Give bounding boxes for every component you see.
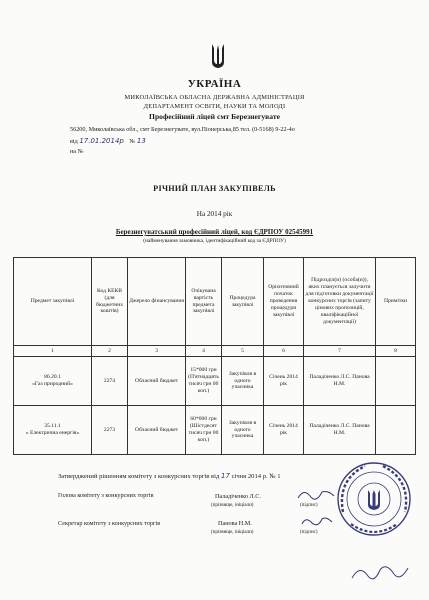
approval-date-rest: січня 2014 р. [231,473,268,480]
cell-persons: Паладіченко Л.С. Панова Н.М. [304,406,376,455]
org-line-3: Професійний ліцей смт Березнегувате [149,112,280,121]
table-row [14,357,416,406]
column-number: 7 [304,346,376,357]
cell-kekv: 2273 [92,406,128,455]
org-line-2: ДЕПАРТАМЕНТ ОСВІТИ, НАУКИ ТА МОЛОДІ [143,103,286,110]
column-number: 5 [222,346,264,357]
official-stamp-icon [335,460,413,538]
subject-name: «Газ природний» [32,381,73,387]
column-number: 8 [376,346,416,357]
procurement-table [13,257,416,455]
approval-number: № 1 [269,473,281,480]
cell-procedure: Закупівля в одного учасника [222,406,264,455]
subject-code: 86.20.1 [44,374,61,381]
header-value: Очікувана вартість предмета закупівлі [186,258,222,346]
address-line: 56200, Миколаївська обл., смт Березнегувате, вул.Піонерська,85 тел. (0-5168) 9-22-4о [70,126,295,133]
stamp-signature-icon [350,560,410,586]
trident-emblem-icon [210,42,226,70]
cell-source: Обласний бюджет [128,357,186,406]
date-value: 17.01.2014р [79,137,124,145]
cell-start: Січень 2014 рік [264,406,304,455]
cell-subject [14,406,92,455]
column-number-row [14,346,416,357]
cell-procedure: Закупівля в одного учасника [222,357,264,406]
to-number-label: на № [70,148,84,155]
subject-name: « Електрична енергія» [25,430,80,436]
org-line-1: МИКОЛАЇВСЬКА ОБЛАСНА ДЕРЖАВНА АДМІНІСТРАЦІЯ [124,94,305,101]
secretary-sign-hint: (підпис) [300,530,318,535]
header-notes: Примітки [376,258,416,346]
cell-kekv: 2274 [92,357,128,406]
number-value: 13 [136,137,146,145]
head-name: Паладіченко Л.С. [215,493,261,500]
column-number: 6 [264,346,304,357]
header-procedure: Процедура закупівлі [222,258,264,346]
year-line: На 2014 рік [196,210,233,218]
date-label: від [70,138,78,145]
entity-line: Березнегуватський професійний ліцей, код ЄДРПОУ 02545991 [115,228,314,236]
approval-day: 17 [221,472,230,480]
header-persons: Підрозділ(и) (особа(и)), яких планується залучити для підготовки документації конкурсних торгів (запиту цінових пропозицій, кваліфікаційної документації) [304,258,376,346]
cell-notes [376,406,416,455]
head-sign-hint: (підпис) [300,503,318,508]
secretary-name: Панова Н.М. [218,520,252,527]
column-number: 3 [128,346,186,357]
header-subject: Предмет закупівлі [14,258,92,346]
cell-value: 15*000 грн (П'ятнадцять тисяч грн 00 коп.) [186,357,222,406]
secretary-signature-icon [300,514,334,528]
approval-line [58,472,281,480]
cell-subject [14,357,92,406]
cell-source: Обласний бюджет [128,406,186,455]
number-label: № [129,138,136,145]
table-header-row [14,258,416,346]
head-label: Голова комітету з конкурсних торгів [58,492,154,499]
country-title: УКРАЇНА [187,78,242,90]
secretary-label: Секретар комітету з конкурсних торгів [58,520,161,527]
column-number: 2 [92,346,128,357]
secretary-name-hint: (прізвище, ініціали) [211,530,254,535]
date-number-line [70,137,146,145]
cell-value: 60*000 грн (Шістдесят тисяч грн 00 коп.) [186,406,222,455]
head-name-hint: (прізвище, ініціали) [211,503,254,508]
cell-start: Січень 2014 рік [264,357,304,406]
column-number: 4 [186,346,222,357]
header-start: Орієнтовний початок проведення процедури закупівлі [264,258,304,346]
document-title: РІЧНИЙ ПЛАН ЗАКУПІВЕЛЬ [153,184,276,193]
header-kekv: Код КЕКВ (для бюджетних коштів) [92,258,128,346]
head-signature-icon [296,486,336,502]
header-source: Джерело фінансування [128,258,186,346]
cell-persons: Паладіченко Л.С. Панова Н.М. [304,357,376,406]
table-row [14,406,416,455]
column-number: 1 [14,346,92,357]
subject-code: 35.11.1 [44,423,61,430]
cell-notes [376,357,416,406]
entity-subcaption: (найменування замовника, ідентифікаційний код за ЄДРПОУ) [143,238,286,244]
approval-text: Затверджений рішенням комітету з конкурсних торгів від [58,473,220,480]
